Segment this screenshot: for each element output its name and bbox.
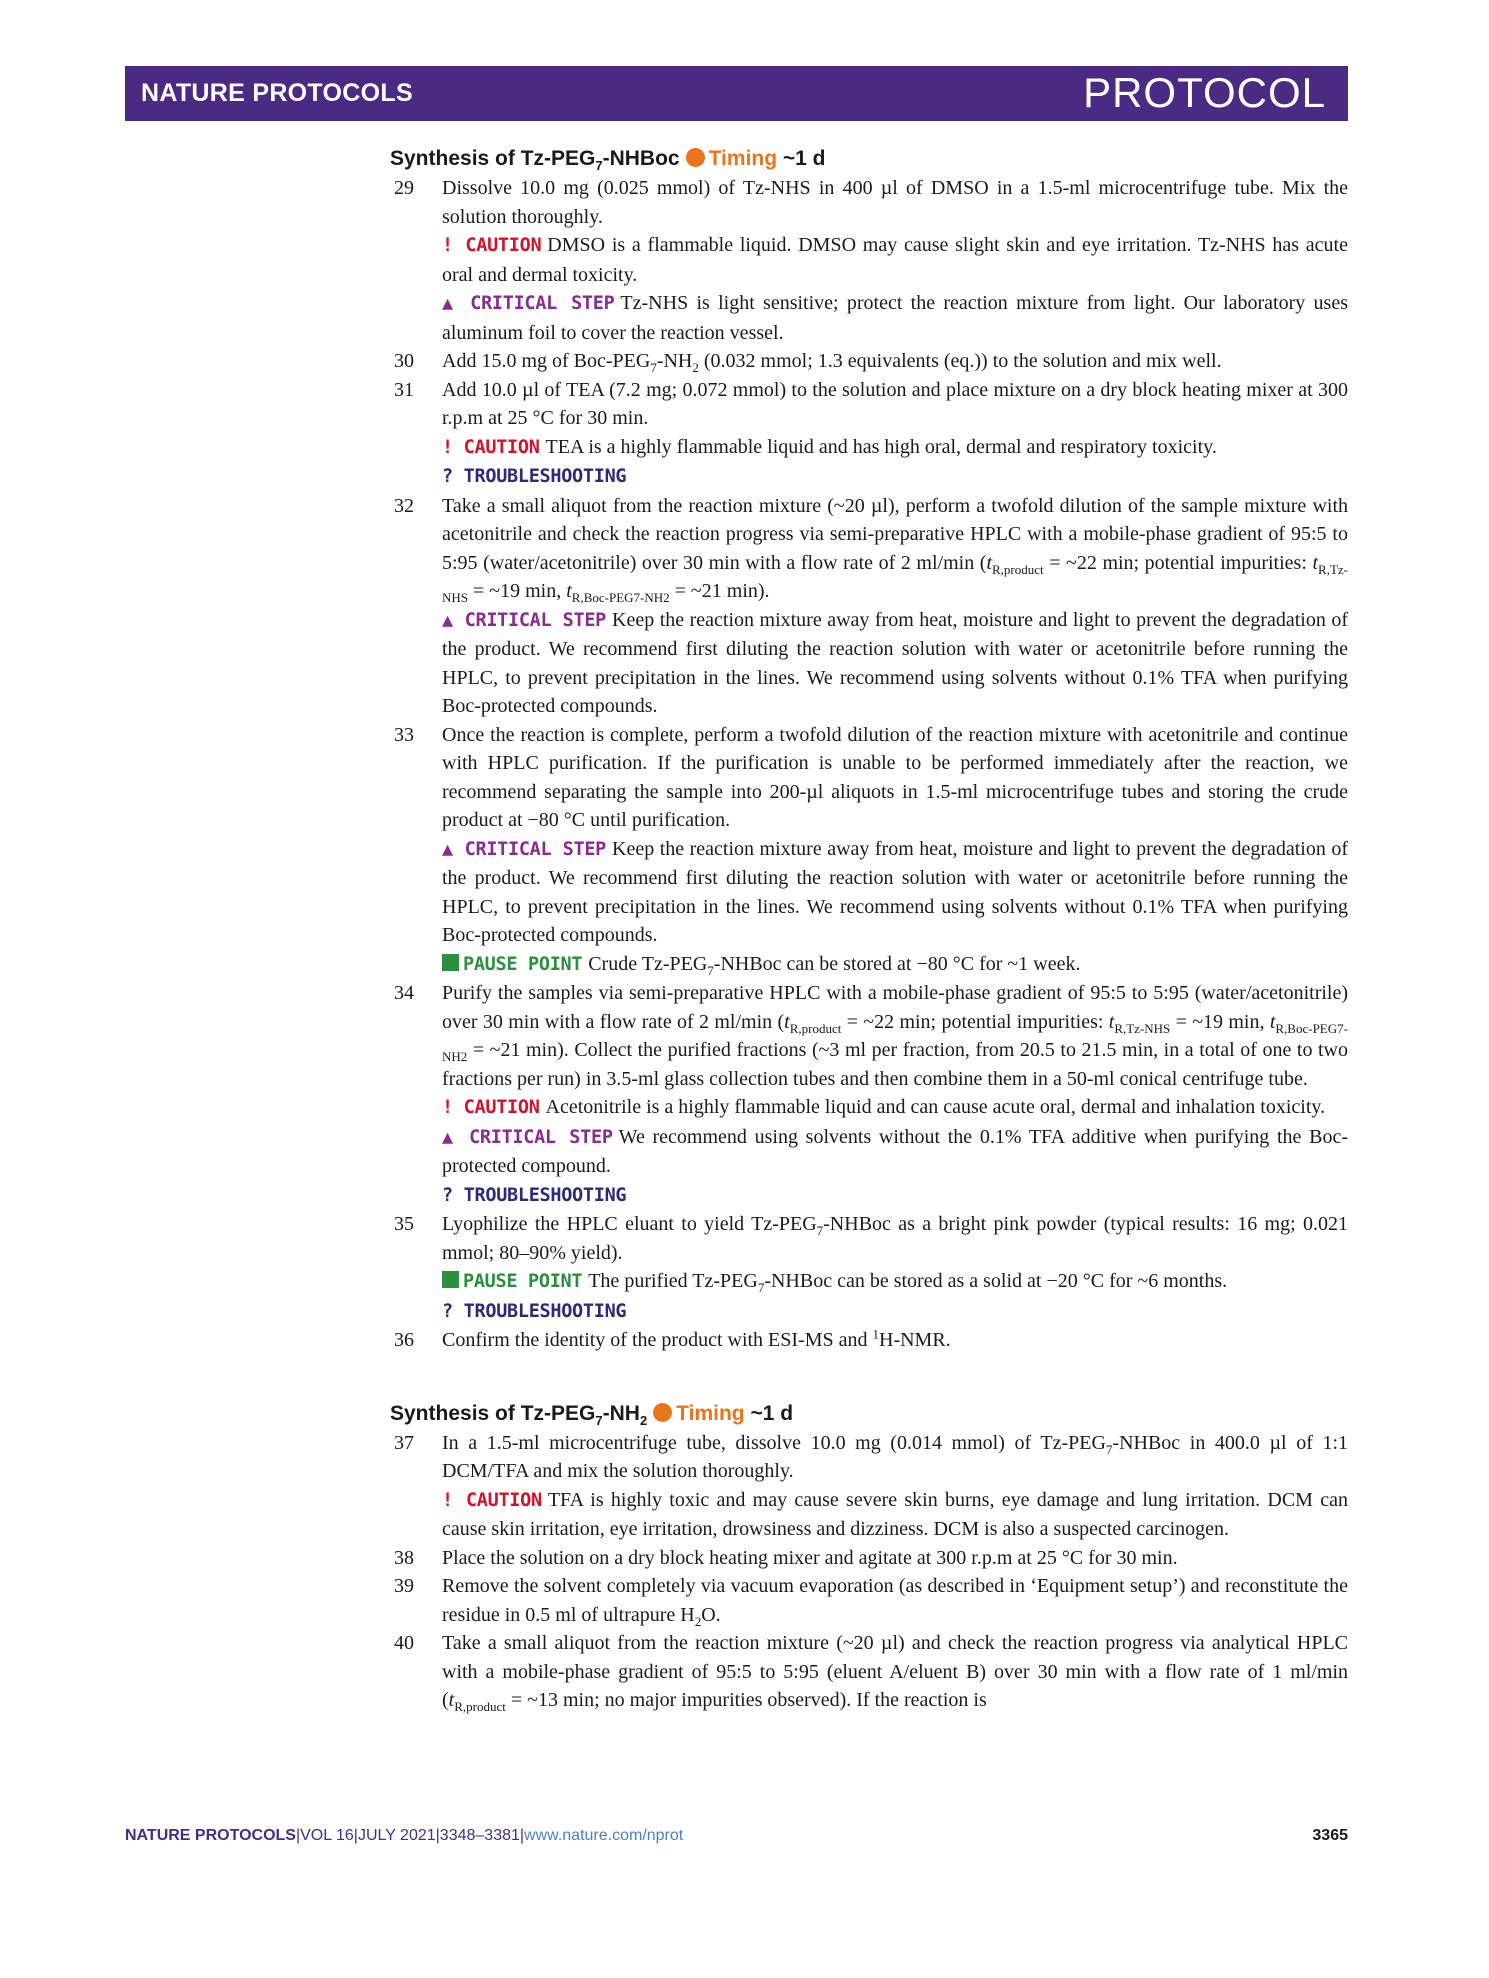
caution-note — [390, 231, 1348, 289]
title-text-end: -NH — [602, 1401, 640, 1425]
step-31 — [390, 376, 1348, 433]
superscript: 1 — [872, 1326, 879, 1342]
critical-label: ▲ CRITICAL STEP — [442, 609, 607, 631]
step-text: = ~21 min). Collect the purified fractions (~3 ml per fraction, from 20.5 to 21.5 min, in a total of one to two fractions per run) in 3.5-ml glass collection tubes and then combine them in a 50-ml conical centrifuge tube. — [442, 1039, 1348, 1090]
pause-text: Crude Tz-PEG — [588, 952, 708, 975]
footer-date: JULY 2021 — [357, 1827, 436, 1844]
pause-text: -NHBoc can be stored at −80 °C for ~1 week. — [713, 952, 1081, 975]
pause-square-icon — [442, 1271, 459, 1288]
subscript: 7 — [707, 962, 714, 978]
step-text: = ~19 min, — [1170, 1010, 1270, 1033]
footer-separator: | — [519, 1827, 525, 1844]
pause-label: PAUSE POINT — [463, 1271, 583, 1292]
critical-note — [390, 606, 1348, 721]
footer-pages: 3348–3381 — [439, 1827, 520, 1844]
footer-journal: NATURE PROTOCOLS — [125, 1827, 296, 1844]
subscript: R,product — [454, 1699, 506, 1714]
step-39 — [390, 1572, 1348, 1629]
step-text: = ~19 min, — [468, 580, 567, 602]
step-text: Lyophilize the HPLC eluant to yield Tz-PEG — [442, 1213, 817, 1235]
step-number: 35 — [394, 1213, 414, 1235]
retention-time-symbol: t — [566, 580, 572, 602]
caution-text: DMSO is a flammable liquid. DMSO may cause slight skin and eye irritation. Tz-NHS has acute oral and dermal toxicity. — [442, 234, 1348, 286]
subscript: 7 — [1105, 1441, 1113, 1457]
critical-label: ▲ CRITICAL STEP — [442, 1126, 613, 1148]
subscript: R,Boc-PEG7-NH2 — [571, 590, 670, 605]
critical-text: Keep the reaction mixture away from heat, moisture and light to prevent the degradation of the product. We recommend first diluting the reaction solution with water or acetonitrile before running the HPLC, to prevent precipitation in the lines. We recommend using solvents without 0.1% TFA when purifying Boc-protected compounds. — [442, 837, 1348, 946]
step-number: 37 — [394, 1431, 414, 1454]
caution-note — [390, 1486, 1348, 1544]
step-text: Take a small aliquot from the reaction mixture (~20 µl) and check the reaction progress via analytical HPLC with a mobile-phase gradient of 95:5 to 5:95 (eluent A/eluent B) over 30 min with a flow rate of 1 ml/min ( — [442, 1632, 1348, 1711]
step-text: (0.032 mmol; 1.3 equivalents (eq.)) to the solution and mix well. — [698, 350, 1222, 372]
timing-value: ~1 d — [750, 1401, 794, 1425]
caution-note — [390, 433, 1348, 463]
subscript: 7 — [816, 1223, 824, 1238]
step-number: 31 — [394, 378, 414, 401]
page-header — [125, 66, 1348, 121]
retention-time-symbol: t — [986, 551, 992, 574]
caution-label: ! CAUTION — [442, 235, 542, 256]
troubleshooting-link[interactable]: ? TROUBLESHOOTING — [442, 1300, 627, 1322]
step-number: 40 — [394, 1632, 414, 1654]
subscript: R,product — [992, 561, 1044, 577]
footer-citation — [125, 1827, 524, 1844]
caution-text: TEA is a highly flammable liquid and has high oral, dermal and respiratory toxicity. — [545, 435, 1217, 458]
critical-text: Keep the reaction mixture away from heat, moisture and light to prevent the degradation of the product. We recommend first diluting the reaction solution with water or acetonitrile before running the HPLC, to prevent precipitation in the lines. We recommend using solvents without 0.1% TFA when purifying Boc-protected compounds. — [442, 608, 1348, 717]
step-text: = ~21 min). — [669, 580, 770, 602]
pause-label: PAUSE POINT — [463, 953, 583, 975]
caution-note — [390, 1093, 1348, 1123]
step-text: Place the solution on a dry block heating mixer and agitate at 300 r.p.m at 25 °C for 30 min. — [442, 1546, 1178, 1569]
troubleshooting-note — [390, 1297, 1348, 1327]
pause-text: The purified Tz-PEG — [588, 1270, 758, 1292]
caution-text: Acetonitrile is a highly flammable liquid and can cause acute oral, dermal and inhalation toxicity. — [545, 1096, 1326, 1118]
critical-note — [390, 289, 1348, 347]
footer-url-link[interactable]: www.nature.com/nprot — [524, 1827, 684, 1844]
step-number: 34 — [394, 982, 414, 1004]
title-text: Synthesis of Tz-PEG — [390, 1401, 596, 1425]
step-29 — [390, 174, 1348, 231]
step-text: In a 1.5-ml microcentrifuge tube, dissolve 10.0 mg (0.014 mmol) of Tz-PEG — [442, 1431, 1106, 1454]
title-subscript: 7 — [595, 1412, 603, 1428]
title-subscript: 7 — [595, 158, 603, 174]
step-33 — [390, 721, 1348, 835]
timing-label: Timing — [676, 1401, 745, 1425]
step-35 — [390, 1210, 1348, 1267]
subscript: R,Boc-PEG7-NH2 — [442, 1020, 1348, 1064]
subscript: R,Tz-NHS — [442, 561, 1348, 605]
pause-square-icon — [442, 954, 459, 971]
step-text: Purify the samples via semi-preparative HPLC with a mobile-phase gradient of 95:5 to 5:95 (water/acetonitrile) over 30 min with a flow rate of 2 ml/min ( — [442, 982, 1348, 1033]
footer-separator: | — [295, 1827, 301, 1844]
footer-separator: | — [353, 1827, 358, 1844]
step-text: Take a small aliquot from the reaction mixture (~20 µl), perform a twofold dilution of the sample mixture with acetonitrile and check the reaction progress via semi-preparative HPLC with a mobile-phase gradient of 95:5 to 5:95 (water/acetonitrile) over 30 min with a flow rate of 2 ml/min ( — [442, 494, 1348, 574]
critical-text: Tz-NHS is light sensitive; protect the reaction mixture from light. Our laboratory uses aluminum foil to cover the reaction vessel. — [442, 292, 1348, 344]
retention-time-symbol: t — [784, 1010, 790, 1033]
step-36 — [390, 1326, 1348, 1355]
step-32 — [390, 492, 1348, 606]
step-number: 33 — [394, 723, 414, 746]
troubleshooting-link[interactable]: ? TROUBLESHOOTING — [442, 466, 627, 487]
troubleshooting-note — [390, 462, 1348, 492]
pause-point-note — [390, 1267, 1348, 1297]
caution-label: ! CAUTION — [442, 1097, 540, 1118]
step-text: H-NMR. — [879, 1329, 951, 1351]
critical-text: We recommend using solvents without the 0.1% TFA additive when purifying the Boc-protected compound. — [442, 1125, 1349, 1177]
critical-label: ▲ CRITICAL STEP — [442, 838, 607, 860]
timing-label: Timing — [708, 147, 778, 170]
protocol-body — [390, 144, 1348, 1715]
critical-note — [390, 1123, 1348, 1181]
pause-text: -NHBoc can be stored as a solid at −20 °C for ~6 months. — [764, 1270, 1228, 1292]
caution-label: ! CAUTION — [442, 436, 540, 458]
subscript: 2 — [692, 360, 699, 375]
retention-time-symbol: t — [448, 1689, 455, 1711]
caution-text: TFA is highly toxic and may cause severe skin burns, eye damage and lung irritation. DCM can cause skin irritation, eye irritation, drowsiness and dizziness. DCM is also a suspected carcinogen. — [442, 1488, 1348, 1540]
retention-time-symbol: t — [1269, 1010, 1276, 1033]
caution-label: ! CAUTION — [442, 1489, 542, 1511]
step-text: -NHBoc as a bright pink powder (typical results: 16 mg; 0.021 mmol; 80–90% yield). — [442, 1213, 1348, 1264]
step-text: Dissolve 10.0 mg (0.025 mmol) of Tz-NHS in 400 µl of DMSO in a 1.5-ml microcentrifuge tube. Mix the solution thoroughly. — [442, 177, 1348, 228]
step-text: -NH — [656, 350, 693, 372]
step-text: = ~13 min; no major impurities observed). If the reaction is — [505, 1689, 987, 1711]
step-38 — [390, 1544, 1348, 1573]
subscript: R,product — [789, 1020, 842, 1036]
troubleshooting-link[interactable]: ? TROUBLESHOOTING — [442, 1184, 627, 1206]
section-title-tz-peg7-nh2 — [390, 1399, 1348, 1429]
subscript: 7 — [757, 1280, 765, 1295]
troubleshooting-note — [390, 1181, 1348, 1211]
step-37 — [390, 1429, 1348, 1486]
critical-note — [390, 835, 1348, 950]
section-title-tz-peg7-nhboc — [390, 144, 1348, 174]
timing-value: ~1 d — [782, 147, 826, 170]
step-number: 39 — [394, 1575, 414, 1597]
subscript: 7 — [650, 360, 657, 375]
step-text: Add 10.0 µl of TEA (7.2 mg; 0.072 mmol) to the solution and place mixture on a dry block heating mixer at 300 r.p.m at 25 °C for 30 min. — [442, 378, 1348, 429]
step-text: = ~22 min; potential impurities: — [841, 1010, 1109, 1033]
step-number: 38 — [394, 1546, 414, 1569]
pause-point-note — [390, 950, 1348, 980]
title-text: Synthesis of Tz-PEG — [390, 147, 596, 170]
journal-name: NATURE PROTOCOLS — [141, 79, 413, 107]
footer-separator: | — [435, 1827, 440, 1844]
step-text: Confirm the identity of the product with ESI-MS and — [442, 1329, 873, 1351]
retention-time-symbol: t — [1108, 1010, 1115, 1033]
step-text: -NHBoc in 400.0 µl of 1:1 DCM/TFA and mix the solution thoroughly. — [442, 1431, 1348, 1482]
page-footer — [125, 1827, 1348, 1845]
step-number: 32 — [394, 494, 414, 517]
subscript: R,Tz-NHS — [1114, 1020, 1171, 1036]
timing-dot-icon — [653, 1403, 672, 1422]
step-text: = ~22 min; potential impurities: — [1043, 551, 1313, 574]
subscript: 2 — [694, 1613, 702, 1629]
page-number: 3365 — [1312, 1827, 1348, 1844]
step-30 — [390, 347, 1348, 376]
retention-time-symbol: t — [1312, 551, 1319, 574]
step-text: Remove the solvent completely via vacuum evaporation (as described in ‘Equipment setup’) and reconstitute the residue in 0.5 ml of ultrapure H — [442, 1575, 1348, 1626]
footer-volume: VOL 16 — [300, 1827, 354, 1844]
step-34 — [390, 979, 1348, 1093]
title-subscript: 2 — [639, 1412, 648, 1428]
step-number: 30 — [394, 350, 414, 372]
title-text-end: -NHBoc — [602, 147, 680, 170]
step-text: Once the reaction is complete, perform a twofold dilution of the reaction mixture with acetonitrile and continue with HPLC purification. If the purification is unable to be performed immediately after the reaction, we recommend separating the sample into 200-µl aliquots in 1.5-ml microcentrifuge tubes and storing the crude product at −80 °C until purification. — [442, 723, 1348, 831]
timing-dot-icon — [686, 148, 705, 167]
step-40 — [390, 1629, 1348, 1715]
step-number: 29 — [394, 177, 414, 199]
section-spacer — [390, 1355, 1348, 1399]
step-text: O. — [701, 1603, 721, 1626]
critical-label: ▲ CRITICAL STEP — [442, 293, 615, 314]
step-text: Add 15.0 mg of Boc-PEG — [442, 350, 651, 372]
article-type: PROTOCOL — [1083, 69, 1326, 116]
step-number: 36 — [394, 1329, 414, 1351]
